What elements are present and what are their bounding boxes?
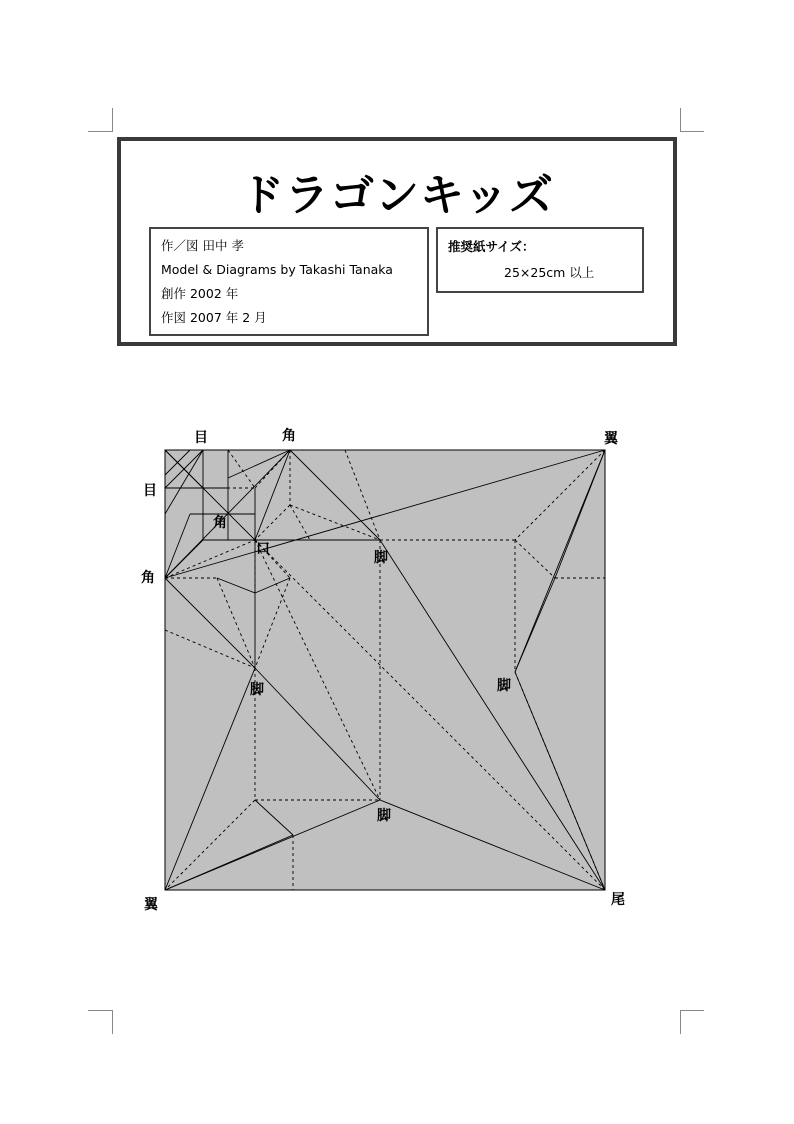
creation-year: 創作 2002 年 bbox=[161, 286, 239, 301]
label-leg-bottom: 脚 bbox=[377, 808, 391, 824]
label-horn-inner: 角 bbox=[213, 515, 227, 531]
author-japanese: 作／図 田中 孝 bbox=[161, 238, 244, 253]
label-leg-left: 脚 bbox=[250, 682, 264, 698]
author-english: Model & Diagrams by Takashi Tanaka bbox=[161, 262, 393, 277]
page-title: ドラゴンキッズ bbox=[239, 170, 555, 221]
diagram-date: 作図 2007 年 2 月 bbox=[161, 310, 267, 325]
label-horn-top: 角 bbox=[282, 428, 296, 444]
label-eye-top: 目 bbox=[194, 430, 208, 446]
label-tail: 尾 bbox=[611, 892, 625, 908]
paper-size-label: 推奨紙サイズ： bbox=[448, 239, 535, 254]
label-leg-center: 脚 bbox=[374, 550, 388, 566]
label-leg-right: 脚 bbox=[497, 678, 511, 694]
label-wing-bottom-left: 翼 bbox=[144, 897, 158, 913]
label-horn-left: 角 bbox=[141, 570, 155, 586]
label-eye-left: 目 bbox=[143, 483, 157, 499]
label-wing-top-right: 翼 bbox=[604, 431, 618, 447]
label-mouth: 口 bbox=[256, 541, 270, 557]
paper-size-value: 25×25cm 以上 bbox=[504, 265, 595, 280]
